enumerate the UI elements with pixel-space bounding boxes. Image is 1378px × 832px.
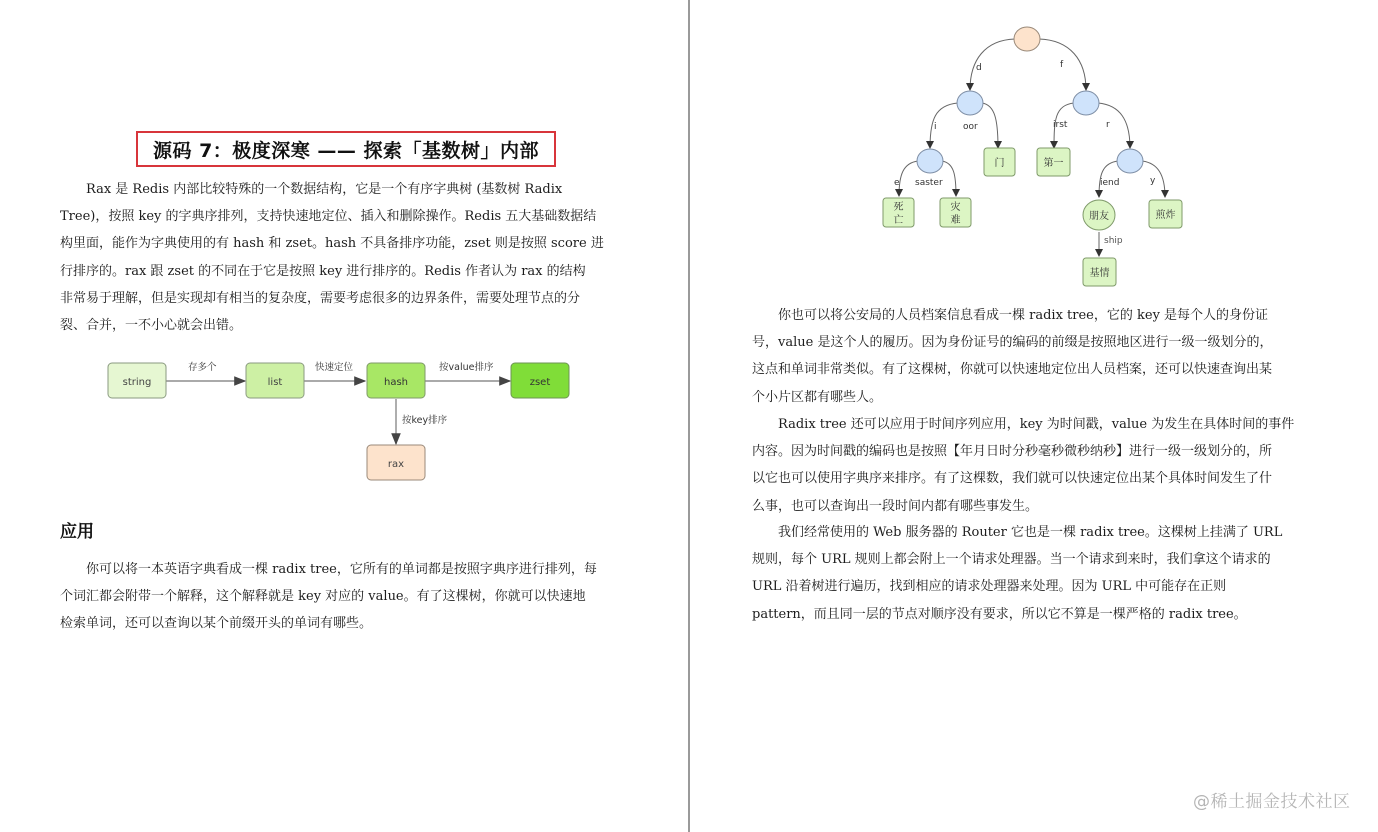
text-line: 内容。因为时间戳的编码也是按照【年月日时分秒毫秒微秒纳秒】进行一级一级划分的，所 xyxy=(752,444,1273,460)
edge-label-e: e xyxy=(894,178,900,188)
text-line: 以它也可以使用字典序来排序。有了这棵数，我们就可以快速定位出某个具体时间发生了什 xyxy=(752,471,1273,487)
left-page xyxy=(0,0,688,832)
root-node xyxy=(1014,27,1040,51)
node-f xyxy=(1073,91,1099,115)
text-line: 非常易于理解，但是实现却有相当的复杂度，需要考虑很多的边界条件，需要处理节点的分 xyxy=(60,290,581,306)
text-line: Tree)，按照 key 的字典序排列，支持快速地定位、插入和删除操作。Redis 五大基础数据结 xyxy=(60,209,597,225)
node-rax: rax xyxy=(387,459,405,470)
edge-label-r: r xyxy=(1106,120,1110,130)
radix-tree-diagram xyxy=(870,20,1200,295)
text-line: 个词汇都会附带一个解释，这个解释就是 key 对应的 value。有了这棵树，你就可以快速地 xyxy=(60,589,586,605)
leaf-friend: 朋友 xyxy=(1089,211,1109,222)
edge-label: 存多个 xyxy=(188,362,217,373)
edge-label-d: d xyxy=(976,63,982,73)
leaf-die-1: 死 xyxy=(893,202,904,213)
edge-label: 按value排序 xyxy=(439,362,494,373)
edge-label-irst: irst xyxy=(1053,120,1068,130)
node-string: string xyxy=(122,377,152,388)
edge-label: 按key排序 xyxy=(402,415,448,426)
leaf-friendship: 基情 xyxy=(1089,268,1110,279)
node-fr xyxy=(1117,149,1143,173)
leaf-fry: 煎炸 xyxy=(1155,210,1176,221)
leaf-door: 门 xyxy=(994,158,1005,169)
text-line: Rax 是 Redis 内部比较特殊的一个数据结构，它是一个有序字典树 (基数树 Radix xyxy=(60,182,563,197)
edge-label-ship: ship xyxy=(1104,236,1123,246)
text-line: Radix tree 还可以应用于时间序列应用，key 为时间戳，value 为发生在具体时间的事件 xyxy=(752,417,1295,432)
intro-paragraph xyxy=(60,176,622,339)
section-heading-application: 应用 xyxy=(60,522,94,542)
leaf-die-2: 亡 xyxy=(893,215,904,226)
text-line: 裂、合并，一不小心就会出错。 xyxy=(60,317,243,333)
node-di xyxy=(917,149,943,173)
right-page xyxy=(690,0,1378,832)
id-card-paragraph xyxy=(752,302,1314,411)
router-paragraph xyxy=(752,519,1314,628)
text-line: URL 沿着树进行遍历，找到相应的请求处理器来处理。因为 URL 中可能存在正则 xyxy=(752,579,1227,595)
leaf-disaster-2: 难 xyxy=(950,215,961,226)
text-line: 你也可以将公安局的人员档案信息看成一棵 radix tree，它的 key 是每个人的身份证 xyxy=(752,308,1269,323)
leaf-disaster-1: 灾 xyxy=(950,202,961,213)
text-line: pattern，而且同一层的节点对顺序没有要求，所以它不算是一棵严格的 radix tree。 xyxy=(752,606,1247,622)
text-line: 号，value 是这个人的履历。因为身份证号的编码的前缀是按照地区进行一级一级划分的， xyxy=(752,335,1273,351)
text-line: 个小片区都有哪些人。 xyxy=(752,389,883,405)
node-list: list xyxy=(267,377,283,388)
edge-label-y: y xyxy=(1150,176,1156,186)
chapter-title-box xyxy=(136,131,556,167)
edge-label-i: i xyxy=(934,122,937,132)
text-line: 构里面，能作为字典使用的有 hash 和 zset。hash 不具备排序功能，zset 则是按照 score 进 xyxy=(60,236,604,252)
text-line: 你可以将一本英语字典看成一棵 radix tree，它所有的单词都是按照字典序进行排列，每 xyxy=(60,562,597,577)
text-line: 么事，也可以查询出一段时间内都有哪些事发生。 xyxy=(752,498,1039,514)
chapter-title: 源码 7：极度深寒 —— 探索「基数树」内部 xyxy=(152,139,540,162)
edge-label-f: f xyxy=(1060,60,1064,70)
edge-label-oor: oor xyxy=(963,122,978,132)
text-line: 这点和单词非常类似。有了这棵树，你就可以快速地定位出人员档案，还可以快速查询出某 xyxy=(752,362,1273,378)
application-paragraph xyxy=(60,556,622,638)
text-line: 行排序的。rax 跟 zset 的不同在于它是按照 key 进行排序的。Redis 作者认为 rax 的结构 xyxy=(60,263,586,279)
watermark: @稀土掘金技术社区 xyxy=(1193,792,1351,812)
text-line: 我们经常使用的 Web 服务器的 Router 它也是一棵 radix tree。这棵树上挂满了 URL xyxy=(752,525,1283,540)
time-series-paragraph xyxy=(752,411,1314,520)
data-structure-flow-diagram xyxy=(100,350,580,490)
node-hash: hash xyxy=(383,377,409,388)
text-line: 检索单词，还可以查询以某个前缀开头的单词有哪些。 xyxy=(60,616,373,632)
leaf-first: 第一 xyxy=(1043,158,1064,169)
edge-label-iend: iend xyxy=(1100,178,1120,188)
node-d xyxy=(957,91,983,115)
edge-label-saster: saster xyxy=(915,178,943,188)
edge-label: 快速定位 xyxy=(315,362,354,373)
node-zset: zset xyxy=(529,377,551,388)
text-line: 规则，每个 URL 规则上都会附上一个请求处理器。当一个请求到来时，我们拿这个请求的 xyxy=(752,552,1271,568)
